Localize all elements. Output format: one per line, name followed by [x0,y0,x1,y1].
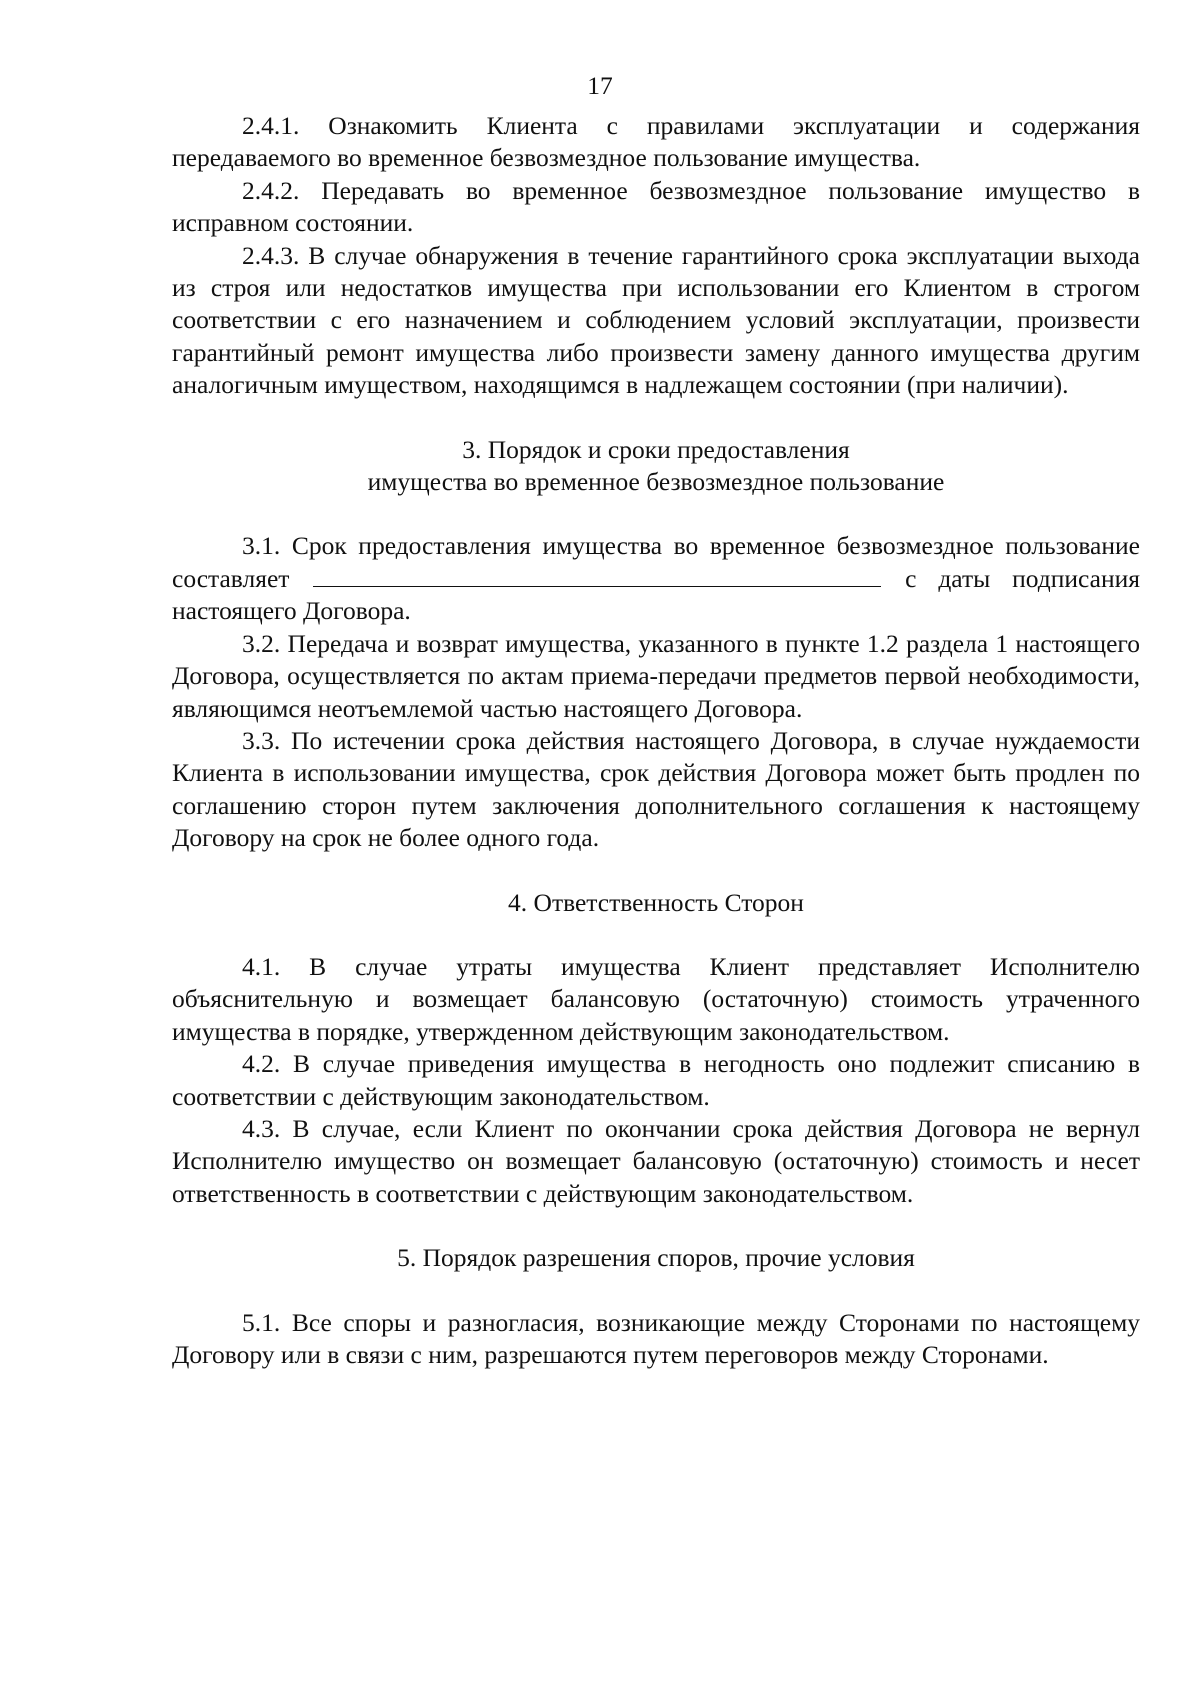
section-5-heading: 5. Порядок разрешения споров, прочие условия [397,1243,915,1273]
section-3-title-line2: имущества во временное безвозмездное пользование [367,467,945,497]
clause-3-2: 3.2. Передача и возврат имущества, указанного в пункте 1.2 раздела 1 настоящего Договора, осуществляется по актам приема-передачи предметов первой необходимости, являющимся неотъемлемой частью настоящего Договора. [172,628,1140,723]
clause-2-4-2: 2.4.2. Передавать во временное безвозмездное пользование имущество в исправном состоянии. [172,175,1140,238]
term-blank-line [313,564,881,587]
page-number: 17 [587,71,613,100]
clause-4-3: 4.3. В случае, если Клиент по окончании срока действия Договора не вернул Исполнителю имущество он возмещает балансовую (остаточную) стоимость и несет ответственность в соответствии с действующим законодательством. [172,1113,1140,1208]
clause-2-4-1: 2.4.1. Ознакомить Клиента с правилами эксплуатации и содержания передаваемого во временное безвозмездное пользование имущества. [172,111,1140,173]
clause-3-1 [172,530,1140,627]
clause-3-1-end: с даты подписания настоящего Договора. [172,563,1140,626]
clause-3-3: 3.3. По истечении срока действия настоящего Договора, в случае нуждаемости Клиента в использовании имущества, срок действия Договора может быть продлен по соглашению сторон путем заключения дополнительного соглашения к настоящему Договору на срок не более одного года. [172,725,1140,853]
clause-4-2: 4.2. В случае приведения имущества в негодность оно подлежит списанию в соответствии с действующим законодательством. [172,1049,1140,1111]
clause-3-1-start: 3.1. Срок предоставления имущества во временное безвозмездное пользование составляет [172,531,1140,593]
document-body [172,110,1140,1371]
clause-4-1: 4.1. В случае утраты имущества Клиент представляет Исполнителю объяснительную и возмещает балансовую (остаточную) стоимость утраченного имущества в порядке, утвержденном действующим законодательством. [172,951,1140,1046]
section-4-heading: 4. Ответственность Сторон [508,887,804,917]
clause-2-4-3: 2.4.3. В случае обнаружения в течение гарантийного срока эксплуатации выхода из строя или недостатков имущества при использовании его Клиентом в строгом соответствии с его назначением и соблюдением условий эксплуатации, произвести гарантийный ремонт имущества либо произвести замену данного имущества другим аналогичным имуществом, находящимся в надлежащем состоянии (при наличии). [172,240,1140,400]
clause-5-1: 5.1. Все споры и разногласия, возникающие между Сторонами по настоящему Договору или в связи с ним, разрешаются путем переговоров между Сторонами. [172,1307,1140,1369]
section-3-heading [172,434,1140,499]
section-3-title-line1: 3. Порядок и сроки предоставления [462,434,850,464]
